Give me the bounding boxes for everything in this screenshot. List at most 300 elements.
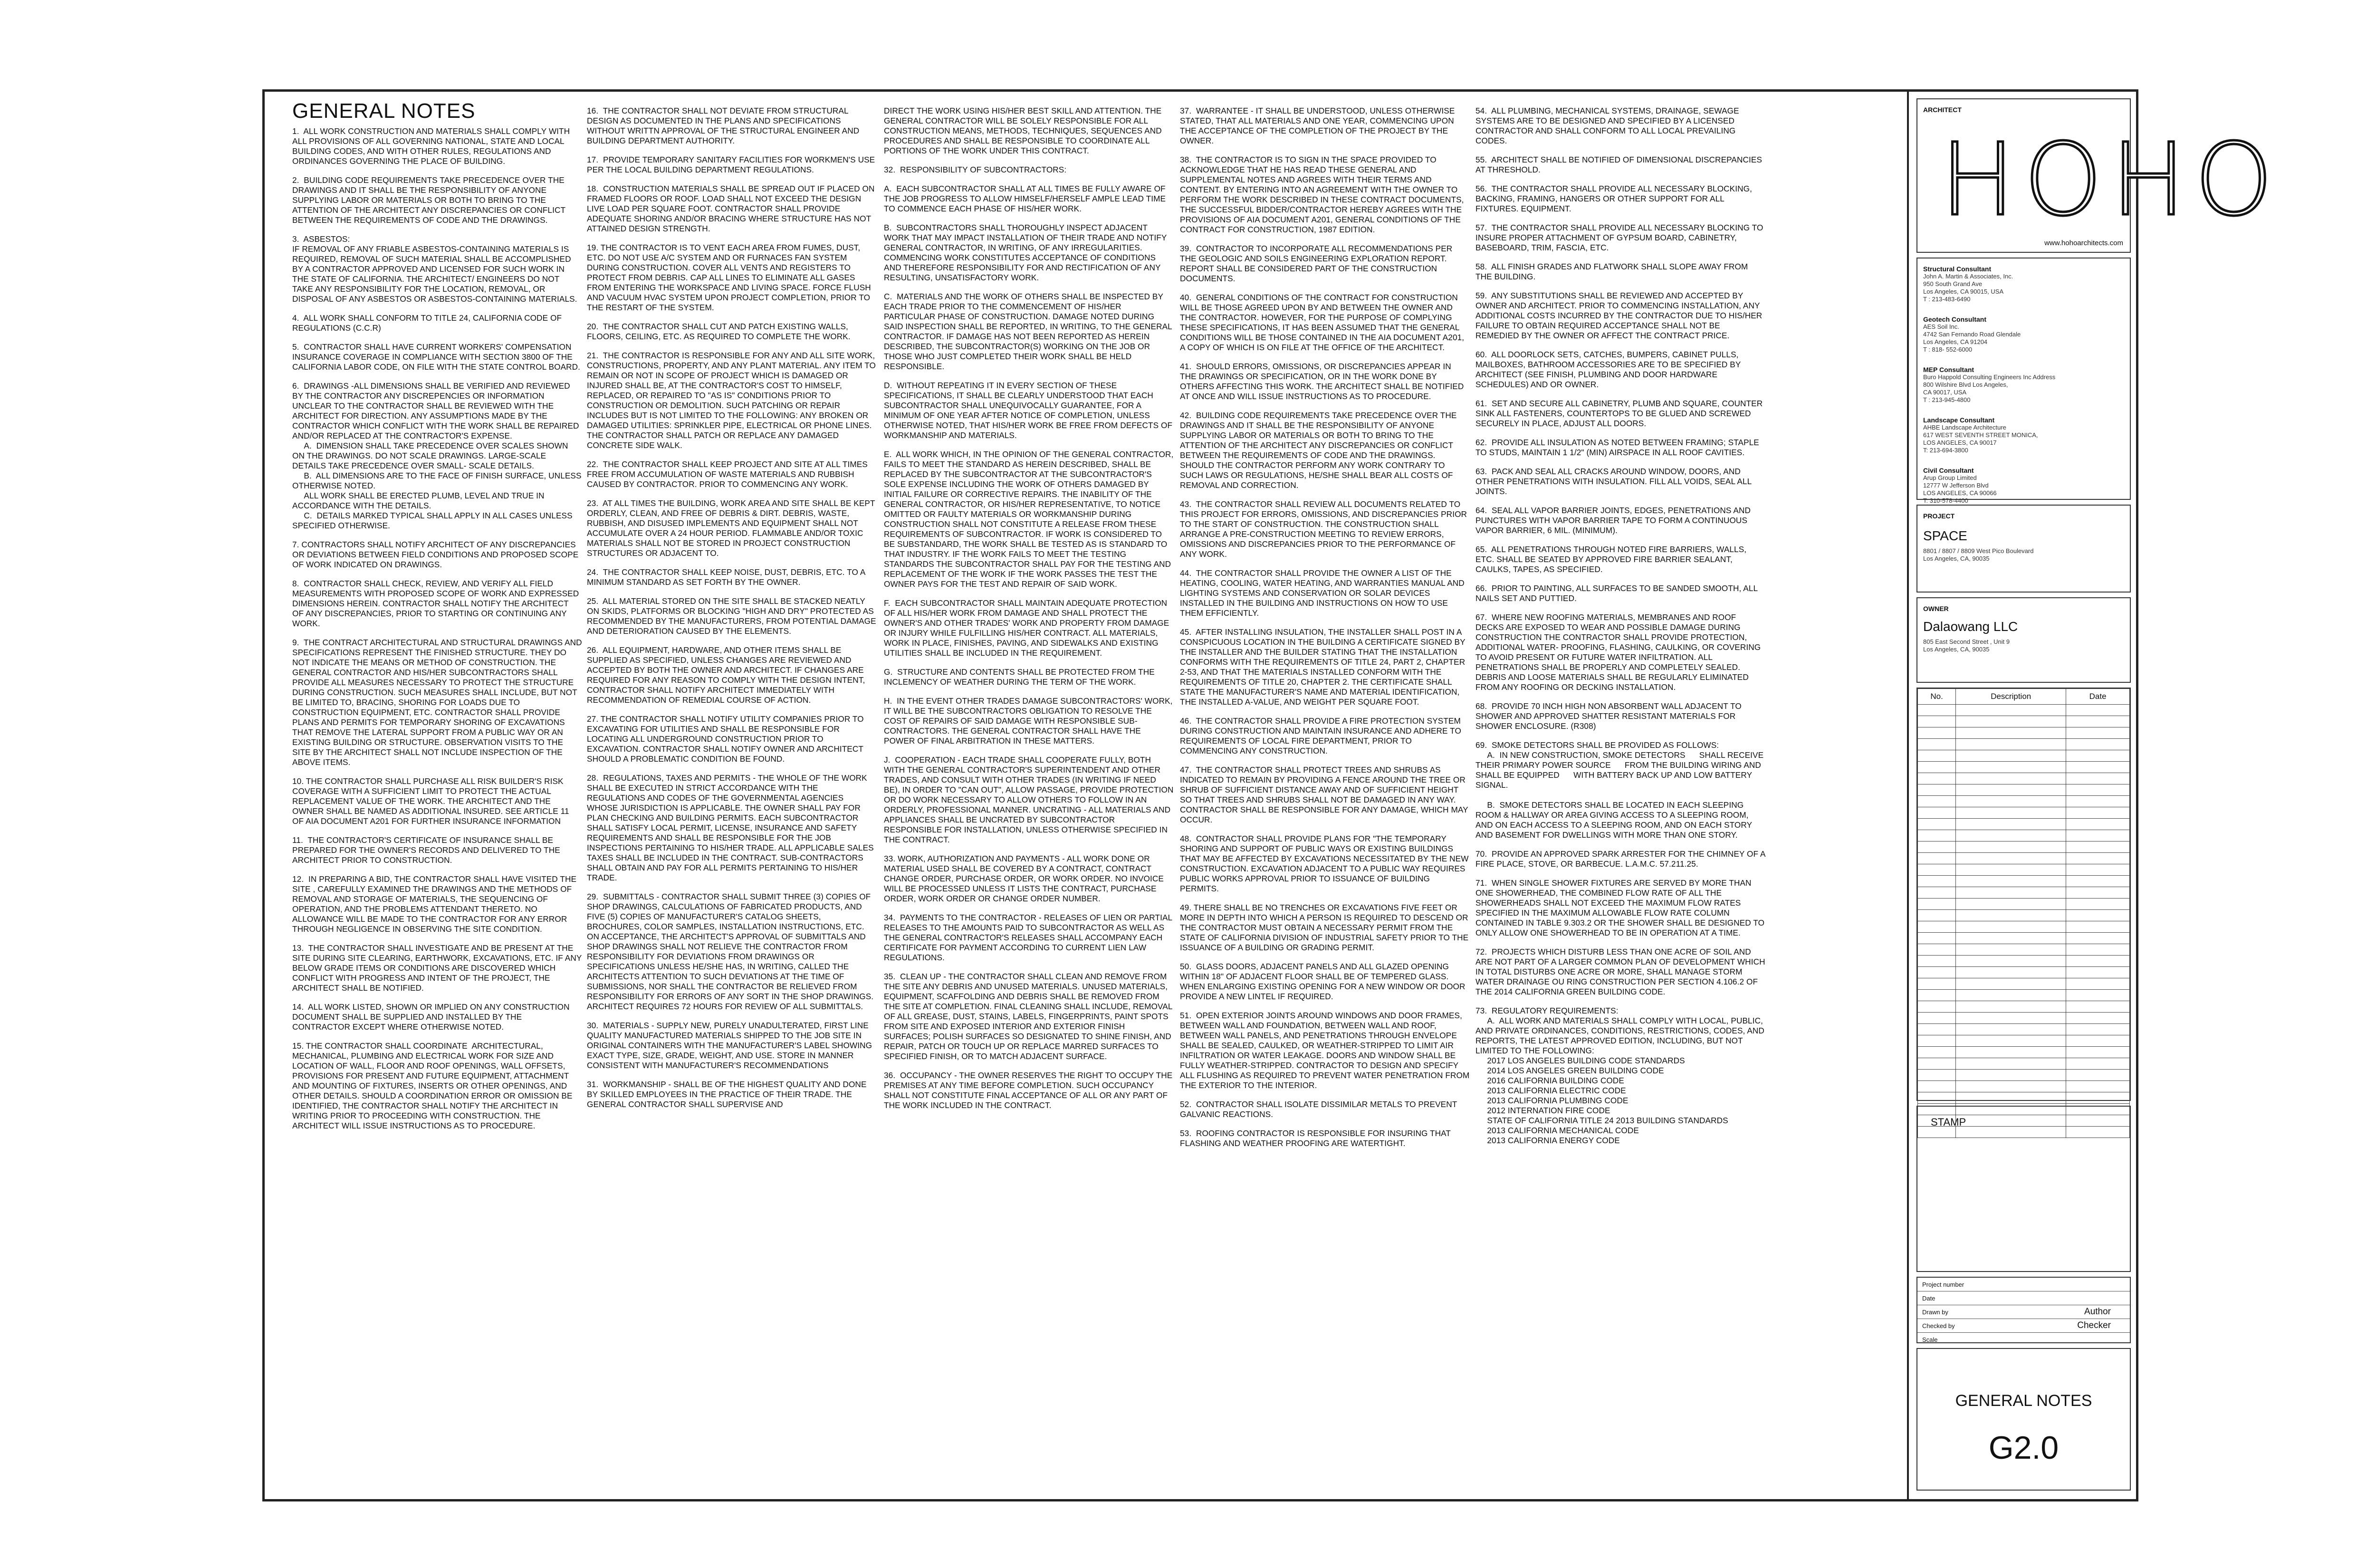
- consultant-entry: [1923, 366, 2124, 404]
- note-paragraph: 51. OPEN EXTERIOR JOINTS AROUND WINDOWS AND DOOR FRAMES, BETWEEN WALL AND FOUNDATION, BETWEEN WALL AND ROOF, BETWEEN WALL PANELS, AND PENETRATIONS THROUGH ENVELOPE SHALL BE SEALED, CAULKED, OR WEATHER-STRIPPED TO LIMIT AIR INFILTRATION OR WATER LEAKAGE. DOORS AND WINDOW SHALL BE FULLY WEATHER-STRIPPED. CONTRACTOR TO DESIGN AND SPECIFY ALL FLUSHING AS REQUIRED TO PREVENT WATER PENETRATION FROM THE EXTERIOR TO THE INTERIOR.: [1180, 1011, 1472, 1090]
- owner-panel: [1916, 597, 2131, 683]
- revision-row: [1918, 819, 2130, 830]
- sheet-id-panel: [1916, 1348, 2131, 1491]
- note-paragraph: 67. WHERE NEW ROOFING MATERIALS, MEMBRANES AND ROOF DECKS ARE EXPOSED TO WEAR AND POSSIBLE DAMAGE DURING CONSTRUCTION THE CONTRACTOR SHALL PROVIDE PROTECTION, ADDITIONAL WATER- PROOFING, FLASHING, CAULKING, OR COVERING TO AVOID PRESENT OR FUTURE WATER INFILTRATION. ALL PENETRATIONS SHALL BE PROPERLY AND COMPLETELY SEALED. DEBRIS AND LOOSE MATERIALS SHALL BE REGULARLY ELIMINATED FROM ANY ROOFING OR DECKING INSTALLATION.: [1475, 612, 1763, 692]
- consultant-entry: [1923, 265, 2124, 303]
- revision-cell: [2066, 1024, 2130, 1035]
- revision-cell: [1956, 807, 2066, 819]
- revision-row: [1918, 853, 2130, 864]
- date-label: Date: [1922, 1295, 1935, 1302]
- revision-cell: [1956, 956, 2066, 967]
- revision-row: [1918, 1081, 2130, 1092]
- note-paragraph: A. EACH SUBCONTRACTOR SHALL AT ALL TIMES BE FULLY AWARE OF THE JOB PROGRESS TO ALLOW HIMSELF/HERSELF AMPLE LEAD TIME TO COMMENCE EACH PHASE OF HIS/HER WORK.: [884, 184, 1168, 213]
- revision-cell: [2066, 1058, 2130, 1070]
- revision-row: [1918, 716, 2130, 727]
- revision-cell: [1956, 944, 2066, 956]
- note-paragraph: 69. SMOKE DETECTORS SHALL BE PROVIDED AS FOLLOWS: A. IN NEW CONSTRUCTION, SMOKE DETECTORS SHALL RECEIVE THEIR PRIMARY POWER SOURCE FROM THE BUILDING WIRING AND SHALL BE EQUIPPED WITH BATTERY BACK UP AND LOW BATTERY SIGNAL. B. SMOKE DETECTORS SHALL BE LOCATED IN EACH SLEEPING ROOM & HALLWAY OR AREA GIVING ACCESS TO A SLEEPING ROOM, AND ON EACH ACCESS TO A SLEEPING ROOM, AND ON EACH STORY AND BASEMENT FOR DWELLINGS WITH MORE THAN ONE STORY.: [1475, 740, 1764, 840]
- revision-cell: [1918, 967, 1956, 978]
- project-address-line1: 8801 / 8807 / 8809 West Pico Boulevard: [1923, 547, 2034, 555]
- note-paragraph: 26. ALL EQUIPMENT, HARDWARE, AND OTHER ITEMS SHALL BE SUPPLIED AS SPECIFIED, UNLESS CHANGES ARE REVIEWED AND ACCEPTED BY BOTH THE OWNER AND ARCHITECT. IF CHANGES ARE REQUIRED FOR ANY REASON TO COMPLY WITH THE DESIGN INTENT, CONTRACTOR SHALL NOTIFY ARCHITECT IMMEDIATELY WITH RECOMMENDATION OF REMEDIAL COURSE OF ACTION.: [587, 645, 868, 705]
- revision-cell: [1956, 1047, 2066, 1058]
- revision-cell: [2066, 921, 2130, 933]
- note-paragraph: 32. RESPONSIBILITY OF SUBCONTRACTORS:: [884, 165, 1067, 174]
- revision-cell: [2066, 819, 2130, 830]
- consultant-name: Arup Group Limited: [1923, 474, 1977, 481]
- revision-cell: [1918, 705, 1956, 716]
- revision-cell: [1956, 830, 2066, 841]
- revision-cell: [1918, 876, 1956, 887]
- consultant-entry: [1923, 416, 2124, 454]
- architect-panel: [1916, 98, 2282, 253]
- consultants-panel: [1916, 258, 2131, 504]
- drawn-by-label: Drawn by: [1922, 1309, 1948, 1316]
- sheet-number: G2.0: [1988, 1430, 2059, 1466]
- consultant-addr2: LOS ANGELES, CA 90017: [1923, 439, 1997, 446]
- revision-row: [1918, 750, 2130, 762]
- note-paragraph: 65. ALL PENETRATIONS THROUGH NOTED FIRE BARRIERS, WALLS, ETC. SHALL BE SEATED BY APPROVED FIRE BARRIER SEALANT, CAULKS, TAPES, AS SPECIFIED.: [1475, 545, 1749, 574]
- note-paragraph: 3. ASBESTOS: IF REMOVAL OF ANY FRIABLE ASBESTOS-CONTAINING MATERIALS IS REQUIRED, REMOVAL OF SUCH MATERIAL SHALL BE ACCOMPLISHED BY A CONTRACTOR APPROVED AND LICENSED FOR SUCH WORK IN THE STATE OF CALIFORNIA. THE ARCHITECT/ ENGINEERS DO NOT TAKE ANY RESPONSIBILITY FOR THE LOCATION, REMOVAL, OR DISPOSAL OF ANY ASBESTOS OR ASBESTOS-CONTAINING MATERIALS.: [292, 234, 577, 304]
- owner-name: Dalaowang LLC: [1923, 619, 2018, 634]
- notes-column-5: [1475, 106, 1768, 1155]
- revision-row: [1918, 933, 2130, 944]
- revision-cell: [1918, 921, 1956, 933]
- note-paragraph: 30. MATERIALS - SUPPLY NEW, PURELY UNADULTERATED, FIRST LINE QUALITY MANUFACTURED MATERIALS SHIPPED TO THE JOB SITE IN ORIGINAL CONTAINERS WITH THE MANUFACTURER'S LABEL SHOWING EXACT TYPE, SIZE, GRADE, WEIGHT, AND USE. STORE IN MANNER CONSISTENT WITH MANUFACTURER'S RECOMMENDATIONS: [587, 1021, 874, 1070]
- revision-cell: [1956, 1081, 2066, 1092]
- revision-cell: [1918, 1024, 1956, 1035]
- note-paragraph: 60. ALL DOORLOCK SETS, CATCHES, BUMPERS, CABINET PULLS, MAILBOXES, BATHROOM ACCESSORIES ARE TO BE SPECIFIED BY ARCHITECT (SEE FINISH, PLUMBING AND DOOR HARDWARE SCHEDULES) AND OR OWNER.: [1475, 350, 1743, 389]
- note-paragraph: 31. WORKMANSHIP - SHALL BE OF THE HIGHEST QUALITY AND DONE BY SKILLED EMPLOYEES IN THE PRACTICE OF THEIR TRADE. THE GENERAL CONTRACTOR SHALL SUPERVISE AND: [587, 1080, 869, 1109]
- revision-row: [1918, 773, 2130, 784]
- revision-cell: [2066, 750, 2130, 762]
- consultant-role: Geotech Consultant: [1923, 316, 1987, 323]
- consultant-name: John A. Martin & Associates, Inc.: [1923, 273, 2013, 280]
- architect-logo: [1940, 122, 2282, 238]
- notes-column-1: [292, 99, 584, 1140]
- revision-cell: [2066, 727, 2130, 739]
- consultant-addr1: 617 WEST SEVENTH STREET MONICA,: [1923, 431, 2038, 439]
- note-paragraph: 16. THE CONTRACTOR SHALL NOT DEVIATE FROM STRUCTURAL DESIGN AS DOCUMENTED IN THE PLANS AND SPECIFICATIONS WITHOUT WRITTN APPROVAL OF THE STRUCTURAL ENGINEER AND BUILDING DEPARTMENT AUTHORITY.: [587, 106, 862, 145]
- consultant-name: Buro Happold Consulting Engineers Inc Address: [1923, 373, 2056, 381]
- revisions-table-panel: [1916, 688, 2131, 1101]
- note-paragraph: 47. THE CONTRACTOR SHALL PROTECT TREES AND SHRUBS AS INDICATED TO REMAIN BY PROVIDING A FENCE AROUND THE TREE OR SHRUB OF SUFFICIENT DISTANCE AWAY AND OF SUFFICIENT HEIGHT SO THAT TREES AND SHRUBS SHALL NOT BE DAMAGED IN ANY WAY. CONTRACTOR SHALL BE RESPONSIBLE FOR ANY DAMAGE, WHICH MAY OCCUR.: [1180, 765, 1471, 824]
- revision-cell: [2066, 853, 2130, 864]
- project-address-line2: Los Angeles, CA, 90035: [1923, 555, 1990, 562]
- notes-column-4: [1180, 106, 1470, 1157]
- note-paragraph: 10. THE CONTRACTOR SHALL PURCHASE ALL RISK BUILDER'S RISK COVERAGE WITH A SUFFICIENT LIMIT TO PROTECT THE ACTUAL REPLACEMENT VALUE OF THE WORK. THE ARCHITECT AND THE OWNER SHALL BE NAMED AS ADDITIONAL INSURED. SEE ARTICLE 11 OF AIA DOCUMENT A201 FOR FURTHER INSURANCE INFORMATION: [292, 776, 572, 826]
- revision-cell: [1918, 1013, 1956, 1024]
- consultant-phone: T : 213-483-6490: [1923, 296, 1971, 303]
- revision-cell: [1956, 784, 2066, 796]
- revision-row: [1918, 1024, 2130, 1035]
- note-paragraph: 24. THE CONTRACTOR SHALL KEEP NOISE, DUST, DEBRIS, ETC. TO A MINIMUM STANDARD AS SET FORTH BY THE OWNER.: [587, 567, 868, 587]
- revision-cell: [1956, 739, 2066, 750]
- revision-cell: [1956, 899, 2066, 910]
- revision-cell: [2066, 796, 2130, 807]
- note-paragraph: 56. THE CONTRACTOR SHALL PROVIDE ALL NECESSARY BLOCKING, BACKING, FRAMING, HANGERS OR OTHER SUPPORT FOR ALL FIXTURES. EQUIPMENT.: [1475, 184, 1754, 213]
- sheet-info-panel: [1916, 1277, 2131, 1343]
- note-paragraph: 9. THE CONTRACT ARCHITECTURAL AND STRUCTURAL DRAWINGS AND SPECIFICATIONS REPRESENT THE FINISHED STRUCTURE. THEY DO NOT INDICATE THE MEANS OR METHOD OF CONSTRUCTION. THE GENERAL CONTRACTOR AND HIS/HER SUBCONTRACTORS SHALL PROVIDE ALL MEASURES NECESSARY TO PROTECT THE STRUCTURE DURING CONSTRUCTION. SUCH MEASURES SHALL INCLUDE, BUT NOT BE LIMITED TO, BRACING, SHORING FOR LOADS DUE TO CONSTRUCTION EQUIPMENT, ETC. CONTRACTOR SHALL PROVIDE PLANS AND PERMITS FOR TEMPORARY SHORING OF EXCAVATIONS THAT REMOVE THE LATERAL SUPPORT FROM A PUBLIC WAY OR AN EXISTING BUILDING OR STRUCTURE. OBSERVATION VISITS TO THE SITE BY THE ARCHITECT SHALL NOT INCLUDE INSPECTION OF THE ABOVE ITEMS.: [292, 638, 584, 767]
- revision-cell: [1918, 978, 1956, 990]
- consultant-addr1: 800 Wilshire Blvd Los Angeles,: [1923, 381, 2008, 388]
- revision-cell: [1956, 1024, 2066, 1035]
- revision-cell: [1918, 784, 1956, 796]
- revision-cell: [2066, 807, 2130, 819]
- revision-cell: [2066, 841, 2130, 853]
- note-paragraph: 13. THE CONTRACTOR SHALL INVESTIGATE AND BE PRESENT AT THE SITE DURING SITE CLEARING, EARTHWORK, EXCAVATIONS, ETC. IF ANY BELOW GRADE ITEMS OR CONDITIONS ARE DISCOVERED WHICH CONFLICT WITH PROGRESS AND INTENT OF THE PROJECT, THE ARCHITECT SHALL BE NOTIFIED.: [292, 943, 584, 993]
- revisions-header-no: No.: [1918, 689, 1956, 705]
- revision-row: [1918, 1013, 2130, 1024]
- note-paragraph: 38. THE CONTRACTOR IS TO SIGN IN THE SPACE PROVIDED TO ACKNOWLEDGE THAT HE HAS READ THESE GENERAL AND SUPPLEMENTAL NOTES AND AGREES WITH THEIR TERMS AND CONTENT. BY ENTERING INTO AN AGREEMENT WITH THE OWNER TO PERFORM THE WORK DESCRIBED IN THESE CONTRACT DOCUMENTS, THE SUCCESSFUL BIDDER/CONTRACTOR HEREBY AGREES WITH THE PROVISIONS OF AIA DOCUMENT A201, GENERAL CONDITIONS OF THE CONTRACT FOR CONSTRUCTION, 1987 EDITION.: [1180, 155, 1466, 234]
- owner-address-line1: 805 East Second Street , Unit 9: [1923, 638, 2010, 645]
- note-paragraph: 54. ALL PLUMBING, MECHANICAL SYSTEMS, DRAINAGE, SEWAGE SYSTEMS ARE TO BE DESIGNED AND SPECIFIED BY A LICENSED CONTRACTOR AND SHALL CONFORM TO ALL LOCAL PREVAILING CODES.: [1475, 106, 1742, 145]
- architect-label: ARCHITECT: [1923, 106, 1962, 114]
- revision-row: [1918, 1047, 2130, 1058]
- checked-by-row: [1917, 1319, 2130, 1333]
- note-paragraph: 70. PROVIDE AN APPROVED SPARK ARRESTER FOR THE CHIMNEY OF A FIRE PLACE, STOVE, OR BARBECUE. L.A.M.C. 57.211.25.: [1475, 849, 1768, 869]
- revision-cell: [2066, 739, 2130, 750]
- note-paragraph: 14. ALL WORK LISTED, SHOWN OR IMPLIED ON ANY CONSTRUCTION DOCUMENT SHALL BE SUPPLIED AND INSTALLED BY THE CONTRACTOR EXCEPT WHERE OTHERWISE NOTED.: [292, 1002, 572, 1032]
- architect-website: www.hohoarchitects.com: [2044, 239, 2123, 247]
- note-paragraph: 34. PAYMENTS TO THE CONTRACTOR - RELEASES OF LIEN OR PARTIAL RELEASES TO THE AMOUNTS PAID TO SUBCONTRACTOR AS WELL AS THE GENERAL CONTRACTOR'S RELEASES SHALL ACCOMPANY EACH CERTIFICATE FOR PAYMENT ACCORDING TO CURRENT LIEN LAW REGULATIONS.: [884, 913, 1175, 962]
- revision-cell: [1918, 864, 1956, 876]
- note-paragraph: 21. THE CONTRACTOR IS RESPONSIBLE FOR ANY AND ALL SITE WORK, CONSTRUCTIONS, PROPERTY, AND ANY PLANT MATERIAL. ANY ITEM TO REMAIN OR NOT IN SCOPE OF PROJECT WHICH IS DAMAGED OR INJURED SHALL BE, AT THE CONTRACTOR'S COST TO HIMSELF, REPLACED, OR REPAIRED TO "AS IS" CONDITIONS PRIOR TO CONSTRUCTION OR DEMOLITION. SUCH PATCHING OR REPAIR INCLUDES BUT IS NOT LIMITED TO THE FOLLOWING: ANY BROKEN OR DAMAGED UTILITIES: SPRINKLER PIPE, ELECTRICAL OR PHONE LINES. THE CONTRACTOR SHALL PATCH OR REPLACE ANY DAMAGED CONCRETE SIDE WALK.: [587, 351, 878, 450]
- note-paragraph: 55. ARCHITECT SHALL BE NOTIFIED OF DIMENSIONAL DISCREPANCIES AT THRESHOLD.: [1475, 155, 1764, 174]
- consultant-phone: T : 818- 552-6000: [1923, 346, 1973, 353]
- revision-cell: [1918, 1092, 1956, 1104]
- revision-cell: [1956, 1035, 2066, 1047]
- note-paragraph: 42. BUILDING CODE REQUIREMENTS TAKE PRECEDENCE OVER THE DRAWINGS AND IT SHALL BE THE RESPONSIBILITY OF ANYONE SUPPLYING LABOR OR MATERIALS OR BOTH TO BRING TO THE ATTENTION OF THE ARCHITECT ANY DISCREPANCIES OR CONFLICT BETWEEN THE REQUIREMENTS OF CODE AND THE DRAWINGS. SHOULD THE CONTRACTOR PERFORM ANY WORK CONTRARY TO SUCH LAWS OR REGULATIONS, HE/SHE SHALL BEAR ALL COSTS OF REMOVAL AND CORRECTION.: [1180, 411, 1459, 490]
- revision-cell: [1956, 841, 2066, 853]
- drawn-by-value: Author: [2084, 1307, 2111, 1317]
- note-paragraph: 37. WARRANTEE - IT SHALL BE UNDERSTOOD, UNLESS OTHERWISE STATED, THAT ALL MATERIALS AND ONE YEAR, COMMENCING UPON THE ACCEPTANCE OF THE COMPLETION OF THE PROJECT BY THE OWNER.: [1180, 106, 1457, 145]
- revision-row: [1918, 990, 2130, 1001]
- drawing-sheet: [262, 89, 2282, 1501]
- consultant-addr2: CA 90017, USA: [1923, 389, 1967, 396]
- note-paragraph: 71. WHEN SINGLE SHOWER FIXTURES ARE SERVED BY MORE THAN ONE SHOWERHEAD, THE COMBINED FLOW RATE OF ALL THE SHOWERHEADS SHALL NOT EXCEED THE MAXIMUM FLOW RATES SPECIFIED IN THE MAXIMUM ALLOWABLE FLOW RATE COLUMN CONTAINED IN TABLE 9.303.2 OR THE SHOWER SHALL BE DESIGNED TO ONLY ALLOW ONE SHOWERHEAD TO BE IN OPERATION AT A TIME.: [1475, 878, 1767, 937]
- note-paragraph: 23. AT ALL TIMES THE BUILDING, WORK AREA AND SITE SHALL BE KEPT ORDERLY, CLEAN, AND FREE OF DEBRIS & DIRT. DEBRIS, WASTE, RUBBISH, AND DISUSED IMPLEMENTS AND EQUIPMENT SHALL NOT ACCUMULATE OVER A 24 HOUR PERIOD. FLAMMABLE AND/OR TOXIC MATERIALS SHALL NOT BE STORED IN PROJECT CONSTRUCTION STRUCTURES OR ADJACENT TO.: [587, 498, 878, 558]
- note-paragraph: 7. CONTRACTORS SHALL NOTIFY ARCHITECT OF ANY DISCREPANCIES OR DEVIATIONS BETWEEN FIELD CONDITIONS AND PROPOSED SCOPE OF WORK INDICATED ON DRAWINGS.: [292, 540, 581, 569]
- revision-cell: [2066, 1013, 2130, 1024]
- stamp-label: STAMP: [1931, 1116, 1966, 1128]
- revision-cell: [1956, 1001, 2066, 1013]
- consultant-addr2: Los Angeles, CA 90015, USA: [1923, 288, 2004, 295]
- revision-cell: [2066, 1047, 2130, 1058]
- revision-cell: [1918, 773, 1956, 784]
- consultant-addr1: 12777 W Jefferson Blvd: [1923, 482, 1989, 489]
- owner-address-line2: Los Angeles, CA, 90035: [1923, 646, 1990, 653]
- revision-cell: [1956, 1070, 2066, 1081]
- revision-cell: [2066, 899, 2130, 910]
- revision-cell: [1918, 990, 1956, 1001]
- revision-row: [1918, 807, 2130, 819]
- note-paragraph: 18. CONSTRUCTION MATERIALS SHALL BE SPREAD OUT IF PLACED ON FRAMED FLOORS OR ROOF. LOAD SHALL NOT EXCEED THE DESIGN LIVE LOAD PER SQUARE FOOT. CONTRACTOR SHALL PROVIDE ADEQUATE SHORING AND/OR BRACING WHERE STRUCTURE HAS NOT ATTAINED DESIGN STRENGTH.: [587, 184, 877, 233]
- note-paragraph: 25. ALL MATERIAL STORED ON THE SITE SHALL BE STACKED NEATLY ON SKIDS, PLATFORMS OR BLOCKING "HIGH AND DRY" PROTECTED AS RECOMMENDED BY THE MANUFACTURERS, FROM POTENTIAL DAMAGE AND DETERIORATION CAUSED BY THE ELEMENTS.: [587, 596, 878, 636]
- consultant-role: MEP Consultant: [1923, 366, 1974, 373]
- note-paragraph: 53. ROOFING CONTRACTOR IS RESPONSIBLE FOR INSURING THAT FLASHING AND WEATHER PROOFING ARE WATERTIGHT.: [1180, 1128, 1453, 1148]
- note-paragraph: G. STRUCTURE AND CONTENTS SHALL BE PROTECTED FROM THE INCLEMENCY OF WEATHER DURING THE TERM OF THE WORK.: [884, 667, 1157, 687]
- revision-cell: [1956, 796, 2066, 807]
- note-paragraph: 6. DRAWINGS -ALL DIMENSIONS SHALL BE VERIFIED AND REVIEWED BY THE CONTRACTOR ANY DISCREPENCIES OR INFORMATION UNCLEAR TO THE CONTRACTOR SHALL BE REVIEWED WITH THE ARCHITECT FOR DIRECTION. ANY ASSUMPTIONS MADE BY THE CONTRACTOR WHICH CONFLICT WITH THE WORK SHALL BE REPAIRED AND/OR REPLACED AT THE CONTRACTOR'S EXPENSE. A. DIMENSION SHALL TAKE PRECEDENCE OVER SCALES SHOWN ON THE DRAWINGS. DO NOT SCALE DRAWINGS. LARGE-SCALE DETAILS TAKE PRECEDENCE OVER SMALL- SCALE DETAILS. B. ALL DIMENSIONS ARE TO THE FACE OF FINISH SURFACE, UNLESS OTHERWISE NOTED. ALL WORK SHALL BE ERECTED PLUMB, LEVEL AND TRUE IN ACCORDANCE WITH THE DETAILS. C. DETAILS MARKED TYPICAL SHALL APPLY IN ALL CASES UNLESS SPECIFIED OTHERWISE.: [292, 381, 582, 530]
- consultant-phone: T: 310-578-4400: [1923, 497, 1968, 504]
- revision-cell: [2066, 967, 2130, 978]
- revision-cell: [1956, 876, 2066, 887]
- revision-cell: [1956, 1092, 2066, 1104]
- revision-cell: [1956, 864, 2066, 876]
- note-paragraph: 22. THE CONTRACTOR SHALL KEEP PROJECT AND SITE AT ALL TIMES FREE FROM ACCUMULATION OF WASTE MATERIALS AND RUBBISH CAUSED BY CONTRACTOR. PRIOR TO COMMENCING ANY WORK.: [587, 459, 870, 489]
- revision-cell: [2066, 990, 2130, 1001]
- note-paragraph: 8. CONTRACTOR SHALL CHECK, REVIEW, AND VERIFY ALL FIELD MEASUREMENTS WITH PROPOSED SCOPE OF WORK AND EXPRESSED DIMENSIONS HEREIN. CONTRACTOR SHALL NOTIFY THE ARCHITECT OF ANY DISCREPANCIES, PRIOR TO STARTING OR CONTINUING ANY WORK.: [292, 579, 582, 628]
- revision-cell: [1918, 819, 1956, 830]
- revision-cell: [2066, 956, 2130, 967]
- checked-by-label: Checked by: [1922, 1322, 1955, 1329]
- revision-cell: [1918, 841, 1956, 853]
- note-paragraph: 39. CONTRACTOR TO INCORPORATE ALL RECOMMENDATIONS PER THE GEOLOGIC AND SOILS ENGINEERING EXPLORATION REPORT. REPORT SHALL BE CONSIDERED PART OF THE CONSTRUCTION DOCUMENTS.: [1180, 244, 1455, 283]
- note-paragraph: 43. THE CONTRACTOR SHALL REVIEW ALL DOCUMENTS RELATED TO THIS PROJECT FOR ERRORS, OMISSIONS, AND DISCREPANCIES PRIOR TO THE START OF CONSTRUCTION. THE CONSTRUCTION SHALL ARRANGE A PRE-CONSTRUCTION MEETING TO REVIEW ERRORS, OMISSIONS AND DISCREPANCIES PRIOR TO THE PERFORMANCE OF ANY WORK.: [1180, 499, 1469, 559]
- revision-row: [1918, 910, 2130, 921]
- revision-cell: [1918, 910, 1956, 921]
- revision-row: [1918, 1092, 2130, 1104]
- note-paragraph: H. IN THE EVENT OTHER TRADES DAMAGE SUBCONTRACTORS' WORK, IT WILL BE THE SUBCONTRACTORS OBLIGATION TO RESOLVE THE COST OF REPAIRS OF SAID DAMAGE WITH RESPONSIBLE SUB- CONTRACTORS. THE GENERAL CONTRACTOR SHALL HAVE THE POWER OF FINAL ARBITRATION IN THESE MATTERS.: [884, 696, 1175, 746]
- note-paragraph: D. WITHOUT REPEATING IT IN EVERY SECTION OF THESE SPECIFICATIONS, IT SHALL BE CLEARLY UNDERSTOOD THAT EACH SUBCONTRACTOR SHALL UNEQUIVOCALLY GUARANTEE, FOR A MINIMUM OF ONE YEAR AFTER NOTICE OF COMPLETION, UNLESS OTHERWISE NOTED, THAT HIS/HER WORK BE FREE FROM DEFECTS OF WORKMANSHIP AND MATERIALS.: [884, 381, 1175, 440]
- consultant-name: AHBE Landscape Architecture: [1923, 424, 2006, 431]
- checked-by-value: Checker: [2077, 1320, 2111, 1330]
- revision-cell: [1918, 1081, 1956, 1092]
- note-paragraph: 52. CONTRACTOR SHALL ISOLATE DISSIMILAR METALS TO PREVENT GALVANIC REACTIONS.: [1180, 1100, 1459, 1119]
- note-paragraph: 28. REGULATIONS, TAXES AND PERMITS - THE WHOLE OF THE WORK SHALL BE EXECUTED IN STRICT ACCORDANCE WITH THE REGULATIONS AND CODES OF THE GOVERNMENTAL AGENCIES WHOSE JURISDICTION IS APPLICABLE. THE OWNER SHALL PAY FOR PLAN CHECKING AND BUILDING PERMITS. EACH SUBCONTRACTOR SHALL SATISFY LOCAL PERMIT, LICENSE, INSURANCE AND SAFETY REQUIREMENTS AND SHALL BE RESPONSIBLE FOR THE JOB INSPECTIONS PERTAINING TO HIS/HER TRADE. ALL APPLICABLE SALES TAXES SHALL BE INCLUDED IN THE CONTRACT. SUB-CONTRACTORS SHALL OBTAIN AND PAY FOR ALL PERMITS PERTAINING TO HIS/HER TRADE.: [587, 773, 876, 882]
- consultant-addr1: 4742 San Fernando Road Glendale: [1923, 331, 2021, 338]
- note-paragraph: 29. SUBMITTALS - CONTRACTOR SHALL SUBMIT THREE (3) COPIES OF SHOP DRAWINGS, CALCULATIONS OF FABRICATED PRODUCTS, AND FIVE (5) COPIES OF MANUFACTURER'S CATALOG SHEETS, BROCHURES, COLOR SAMPLES, INSTALLATION INSTRUCTIONS, ETC. ON ACCEPTANCE, THE ARCHITECT'S APPROVAL OF SUBMITTALS AND SHOP DRAWINGS SHALL NOT RELIEVE THE CONTRACTOR FROM RESPONSIBILITY FOR DEVIATIONS FROM DRAWINGS OR SPECIFICATIONS UNLESS HE/SHE HAS, IN WRITING, CALLED THE ARCHITECTS ATTENTION TO SUCH DEVIATIONS AT THE TIME OF SUBMISSIONS, NOR SHALL THE CONTRACTOR BE RELIEVED FROM RESPONSIBILITY FOR ERRORS OF ANY SORT IN THE SHOP DRAWINGS. ARCHITECT REQUIRES 72 HOURS FOR REVIEW OF ALL SUBMITTALS.: [587, 892, 876, 1011]
- revision-cell: [2066, 1081, 2130, 1092]
- note-paragraph: 73. REGULATORY REQUIREMENTS: A. ALL WORK AND MATERIALS SHALL COMPLY WITH LOCAL, PUBLIC, AND PRIVATE ORDINANCES, CONDITIONS, RESTRICTIONS, CODES, AND REPORTS, THE LATEST APPROVED EDITION, INCLUDING, BUT NOT LIMITED TO THE FOLLOWING: 2017 LOS ANGELES BUILDING CODE STANDARDS 2014 LOS ANGELES GREEN BUILDING CODE 2016 CALIFORNIA BUILDING CODE 2013 CALIFORNIA ELECTRIC CODE 2013 CALIFORNIA PLUMBING CODE 2012 INTERNATION FIRE CODE STATE OF CALIFORNIA TITLE 24 2013 BUILDING STANDARDS 2013 CALIFORNIA MECHANICAL CODE 2013 CALIFORNIA ENERGY CODE: [1475, 1006, 1764, 1145]
- revisions-header-date: Date: [2066, 689, 2130, 705]
- revision-cell: [1918, 796, 1956, 807]
- project-panel: [1916, 505, 2131, 593]
- revision-cell: [1918, 944, 1956, 956]
- revision-row: [1918, 762, 2130, 773]
- note-paragraph: 5. CONTRACTOR SHALL HAVE CURRENT WORKERS' COMPENSATION INSURANCE COVERAGE IN COMPLIANCE WITH SECTION 3800 OF THE CALIFORNIA LABOR CODE, ON FILE WITH THE STATE CONTROL BOARD.: [292, 342, 581, 372]
- note-paragraph: 59. ANY SUBSTITUTIONS SHALL BE REVIEWED AND ACCEPTED BY OWNER AND ARCHITECT. PRIOR TO COMMENCING INSTALLATION, ANY ADDITIONAL COSTS INCURRED BY THE CONTRACTOR DUE TO HIS/HER FAILURE TO OBTAIN REQUIRED ACCEPTANCE SHALL NOT BE REMEDIED BY THE OWNER OR AFFECT THE CONTRACT PRICE.: [1475, 291, 1765, 340]
- revision-cell: [1956, 978, 2066, 990]
- revision-cell: [2066, 933, 2130, 944]
- revision-cell: [1918, 1070, 1956, 1081]
- revision-row: [1918, 841, 2130, 853]
- revision-cell: [2066, 784, 2130, 796]
- revision-cell: [1918, 830, 1956, 841]
- revision-cell: [1956, 1058, 2066, 1070]
- revision-cell: [1918, 716, 1956, 727]
- note-paragraph: 62. PROVIDE ALL INSULATION AS NOTED BETWEEN FRAMING; STAPLE TO STUDS, MAINTAIN 1 1/2" (MIN) AIRSPACE IN ALL ROOF CAVITIES.: [1475, 438, 1762, 457]
- revision-cell: [1956, 773, 2066, 784]
- revisions-table: [1917, 688, 2130, 1138]
- note-paragraph: DIRECT THE WORK USING HIS/HER BEST SKILL AND ATTENTION. THE GENERAL CONTRACTOR WILL BE SOLELY RESPONSIBLE FOR ALL CONSTRUCTION MEANS, METHODS, TECHNIQUES, SEQUENCES AND PROCEDURES AND SHALL BE RESPONSIBLE TO COORDINATE ALL PORTIONS OF THE WORK UNDER THIS CONTRACT.: [884, 106, 1164, 155]
- project-label: PROJECT: [1923, 512, 1955, 520]
- revision-cell: [1956, 716, 2066, 727]
- revisions-body: [1918, 705, 2130, 1138]
- revision-cell: [2066, 876, 2130, 887]
- revision-cell: [2066, 978, 2130, 990]
- revisions-header-row: [1918, 689, 2130, 705]
- note-paragraph: 68. PROVIDE 70 INCH HIGH NON ABSORBENT WALL ADJACENT TO SHOWER AND APPROVED SHATTER RESISTANT MATERIALS FOR SHOWER ENCLOSURE. (R308): [1475, 701, 1744, 731]
- revision-cell: [1918, 762, 1956, 773]
- note-paragraph: 48. CONTRACTOR SHALL PROVIDE PLANS FOR "THE TEMPORARY SHORING AND SUPPORT OF PUBLIC WAYS OR EXISTING BUILDINGS THAT MAY BE AFFECTED BY EXCAVATIONS NECESSITATED BY THE NEW CONSTRUCTION. EXCAVATION ADJACENT TO A PUBLIC WAY REQUIRES PUBLIC WORKS APPROVAL PRIOR TO ISSUANCE OF BUILDING PERMITS.: [1180, 834, 1471, 893]
- note-paragraph: 4. ALL WORK SHALL CONFORM TO TITLE 24, CALIFORNIA CODE OF REGULATIONS (C.C.R): [292, 313, 564, 333]
- note-paragraph: 72. PROJECTS WHICH DISTURB LESS THAN ONE ACRE OF SOIL AND ARE NOT PART OF A LARGER COMMON PLAN OF DEVELOPMENT WHICH IN TOTAL DISTURBS ONE ACRE OR MORE, SHALL MANAGE STORM WATER DRAINAGE OU RING CONSTRUCTION PER SECTION 4.106.2 OF THE 2014 CALIFORNIA GREEN BUILDING CODE.: [1475, 947, 1768, 996]
- note-paragraph: F. EACH SUBCONTRACTOR SHALL MAINTAIN ADEQUATE PROTECTION OF ALL HIS/HER WORK FROM DAMAGE AND SHALL PROTECT THE OWNER'S AND OTHER TRADES' WORK AND PROPERTY FROM DAMAGE OR INJURY WHILE FULFILLING HIS/HER CONTRACT. ALL MATERIALS, WORK IN PLACE, FINISHES, PAVING, AND SIDEWALKS AND EXISTING UTILITIES SHALL BE INCLUDED IN THE REQUIREMENT.: [884, 598, 1172, 658]
- revision-cell: [1956, 727, 2066, 739]
- revision-cell: [1918, 1035, 1956, 1047]
- revision-cell: [1956, 921, 2066, 933]
- revision-cell: [2066, 762, 2130, 773]
- notes-column-2: [587, 106, 877, 1119]
- note-paragraph: 2. BUILDING CODE REQUIREMENTS TAKE PRECEDENCE OVER THE DRAWINGS AND IT SHALL BE THE RESPONSIBILITY OF ANYONE SUPPLYING LABOR OR MATERIALS OR BOTH TO BRING TO THE ATTENTION OF THE ARCHITECT ANY DISCREPANCIES OR CONFLICT BETWEEN THE REQUIREMENTS OF CODE AND THE DRAWINGS.: [292, 175, 568, 225]
- consultant-name: AES Soil Inc.: [1923, 323, 1959, 330]
- project-number-label: Project number: [1922, 1281, 1964, 1288]
- revision-cell: [1918, 956, 1956, 967]
- revision-cell: [1956, 933, 2066, 944]
- consultant-entry: [1923, 467, 2124, 505]
- revision-cell: [2066, 830, 2130, 841]
- note-paragraph: 20. THE CONTRACTOR SHALL CUT AND PATCH EXISTING WALLS, FLOORS, CEILING, ETC. AS REQUIRED TO COMPLETE THE WORK.: [587, 322, 851, 341]
- consultant-addr2: LOS ANGELES, CA 90066: [1923, 489, 1997, 497]
- revision-row: [1918, 887, 2130, 899]
- revision-row: [1918, 796, 2130, 807]
- revision-row: [1918, 1070, 2130, 1081]
- note-paragraph: 66. PRIOR TO PAINTING, ALL SURFACES TO BE SANDED SMOOTH, ALL NAILS SET AND PUTTIED.: [1475, 583, 1760, 603]
- revision-row: [1918, 978, 2130, 990]
- revision-cell: [1918, 933, 1956, 944]
- note-paragraph: 64. SEAL ALL VAPOR BARRIER JOINTS, EDGES, PENETRATIONS AND PUNCTURES WITH VAPOR BARRIER TAPE TO FORM A CONTINUOUS VAPOR BARRIER, 6 MIL. (MINIMUM).: [1475, 506, 1753, 535]
- revision-cell: [1956, 762, 2066, 773]
- revision-cell: [1918, 1047, 1956, 1058]
- revision-cell: [1956, 819, 2066, 830]
- revision-cell: [1918, 853, 1956, 864]
- revision-cell: [2066, 1092, 2130, 1104]
- revision-row: [1918, 1001, 2130, 1013]
- note-paragraph: J. COOPERATION - EACH TRADE SHALL COOPERATE FULLY, BOTH WITH THE GENERAL CONTRACTOR'S SUPERINTENDENT AND OTHER TRADES, AND CONSULT WITH OTHER TRADES (IN WRITING IF NEED BE), IN ORDER TO "CAN OUT", ALLOW PASSAGE, PROVIDE PROTECTION OR DO WORK NECESSARY TO ALLOW OTHERS TO FOLLOW IN AN ORDERLY, PROFESSIONAL MANNER. UNCRATING - ALL MATERIALS AND APPLIANCES SHALL BE UNCRATED BY SUBCONTRACTOR RESPONSIBLE FOR INSTALLATION, UNLESS OTHERWISE SPECIFIED IN THE CONTRACT.: [884, 755, 1176, 844]
- project-name: SPACE: [1923, 528, 1967, 543]
- note-paragraph: 11. THE CONTRACTOR'S CERTIFICATE OF INSURANCE SHALL BE PREPARED FOR THE OWNER'S RECORDS AND DELIVERED TO THE ARCHITECT PRIOR TO CONSTRUCTION.: [292, 835, 562, 865]
- revision-row: [1918, 1035, 2130, 1047]
- revision-cell: [1956, 887, 2066, 899]
- stamp-panel: [1916, 1106, 2131, 1272]
- revision-cell: [1918, 807, 1956, 819]
- revision-row: [1918, 830, 2130, 841]
- consultant-role: Structural Consultant: [1923, 265, 1992, 273]
- revision-cell: [2066, 716, 2130, 727]
- consultant-role: Landscape Consultant: [1923, 416, 1995, 424]
- note-paragraph: 33. WORK, AUTHORIZATION AND PAYMENTS - ALL WORK DONE OR MATERIAL USED SHALL BE COVERED BY A CONTRACT, CONTRACT CHANGE ORDER, PURCHASE ORDER, OR WORK ORDER. NO INVOICE WILL BE PROCESSED UNLESS IT LISTS THE CONTRACT, PURCHASE ORDER, WORK ORDER OR CHANGE ORDER NUMBER.: [884, 854, 1166, 903]
- note-paragraph: 57. THE CONTRACTOR SHALL PROVIDE ALL NECESSARY BLOCKING TO INSURE PROPER ATTACHMENT OF GYPSUM BOARD, CABINETRY, BASEBOARD, TRIM, FASCIA, ETC.: [1475, 223, 1766, 252]
- note-paragraph: 36. OCCUPANCY - THE OWNER RESERVES THE RIGHT TO OCCUPY THE PREMISES AT ANY TIME BEFORE COMPLETION. SUCH OCCUPANCY SHALL NOT CONSTITUTE FINAL ACCEPTANCE OF ALL OR ANY PART OF THE WORK INCLUDED IN THE CONTRACT.: [884, 1071, 1175, 1110]
- revision-cell: [1918, 727, 1956, 739]
- note-paragraph: 27. THE CONTRACTOR SHALL NOTIFY UTILITY COMPANIES PRIOR TO EXCAVATING FOR UTILITIES AND SHALL BE RESPONSIBLE FOR LOCATING ALL UNDERGROUND CONSTRUCTION PRIOR TO EXCAVATION. CONTRACTOR SHALL NOTIFY OWNER AND ARCHITECT SHOULD A PROBLEMATIC CONDITION BE FOUND.: [587, 714, 866, 764]
- revision-row: [1918, 899, 2130, 910]
- revision-cell: [1918, 739, 1956, 750]
- revision-cell: [2066, 1070, 2130, 1081]
- revision-cell: [2066, 887, 2130, 899]
- revision-cell: [1956, 910, 2066, 921]
- revision-cell: [2066, 864, 2130, 876]
- note-paragraph: 46. THE CONTRACTOR SHALL PROVIDE A FIRE PROTECTION SYSTEM DURING CONSTRUCTION AND MAINTAIN INSURANCE AND ADHERE TO REQUIREMENTS OF LOCAL FIRE DEPARTMENT, PRIOR TO COMMENCING ANY CONSTRUCTION.: [1180, 716, 1464, 755]
- revision-row: [1918, 727, 2130, 739]
- revision-cell: [1956, 1013, 2066, 1024]
- note-paragraph: 49. THERE SHALL BE NO TRENCHES OR EXCAVATIONS FIVE FEET OR MORE IN DEPTH INTO WHICH A PERSON IS REQUIRED TO DESCEND OR THE CONTRACTOR MUST OBTAIN A NECESSARY PERMIT FROM THE STATE OF CALIFORNIA DIVISION OF INDUSTRIAL SAFETY PRIOR TO THE ISSUANCE OF A BUILDING OR GRADING PERMIT.: [1180, 903, 1471, 952]
- note-paragraph: 17. PROVIDE TEMPORARY SANITARY FACILITIES FOR WORKMEN'S USE PER THE LOCAL BUILDING DEPARTMENT REGULATIONS.: [587, 155, 878, 174]
- revision-row: [1918, 1058, 2130, 1070]
- notes-title: GENERAL NOTES: [292, 99, 476, 123]
- revision-row: [1918, 876, 2130, 887]
- revision-cell: [1956, 853, 2066, 864]
- note-paragraph: 63. PACK AND SEAL ALL CRACKS AROUND WINDOW, DOORS, AND OTHER PENETRATIONS WITH INSULATION. FILL ALL VOIDS, SEAL ALL JOINTS.: [1475, 467, 1754, 496]
- revision-row: [1918, 956, 2130, 967]
- revision-cell: [2066, 944, 2130, 956]
- note-paragraph: 41. SHOULD ERRORS, OMISSIONS, OR DISCREPANCIES APPEAR IN THE DRAWINGS OR SPECIFICATION, OR IN THE WORK DONE BY OTHERS AFFECTING THIS WORK. THE ARCHITECT SHALL BE NOTIFIED AT ONCE AND WILL ISSUE INSTRUCTIONS AS TO PROCEDURE.: [1180, 362, 1466, 401]
- consultant-addr1: 950 South Grand Ave: [1923, 280, 1983, 287]
- revision-row: [1918, 921, 2130, 933]
- note-paragraph: 50. GLASS DOORS, ADJACENT PANELS AND ALL GLAZED OPENING WITHIN 18" OF ADJACENT FLOOR SHALL BE OF TEMPERED GLASS. WHEN ENLARGING EXISTING OPENING FOR A NEW WINDOW OR DOOR PROVIDE A NEW LINTEL IF REQUIRED.: [1180, 962, 1468, 1001]
- revision-row: [1918, 739, 2130, 750]
- revision-row: [1918, 944, 2130, 956]
- revision-cell: [1918, 1001, 1956, 1013]
- revision-cell: [2066, 910, 2130, 921]
- consultant-addr2: Los Angeles, CA 91204: [1923, 338, 1988, 345]
- note-paragraph: C. MATERIALS AND THE WORK OF OTHERS SHALL BE INSPECTED BY EACH TRADE PRIOR TO THE COMMENCEMENT OF HIS/HER PARTICULAR PHASE OF CONSTRUCTION. DAMAGE NOTED DURING SAID INSPECTION SHALL BE REPORTED, IN WRITING, TO THE GENERAL CONTRACTOR. IF DAMAGE HAS NOT BEEN REPORTED AS HEREIN DESCRIBED, THE SUBCONTRACTOR(S) WORKING ON THE JOB OR THOSE WHO JUST COMPLETED THEIR WORK SHALL BE HELD RESPONSIBLE.: [884, 292, 1175, 371]
- scale-label: Scale: [1922, 1336, 1938, 1343]
- revision-cell: [1918, 750, 1956, 762]
- consultant-entry: [1923, 316, 2124, 354]
- consultant-role: Civil Consultant: [1923, 467, 1974, 474]
- note-paragraph: 1. ALL WORK CONSTRUCTION AND MATERIALS SHALL COMPLY WITH ALL PROVISIONS OF ALL GOVERNING NATIONAL, STATE AND LOCAL BUILDING CODES, AND WITH OTHER RULES, REGULATIONS AND ORDINANCES GOVERNING THE PLACE OF BUILDING.: [292, 126, 572, 166]
- revision-cell: [2066, 1035, 2130, 1047]
- note-paragraph: 45. AFTER INSTALLING INSULATION, THE INSTALLER SHALL POST IN A CONSPICUOUS LOCATION IN THE BUILDING A CERTIFICATE SIGNED BY THE INSTALLER AND THE BUILDER STATING THAT THE INSTALLATION CONFORMS WITH THE REQUIREMENTS OF TITLE 24, PART 2, CHAPTER 2-53, AND THAT THE MATERIALS INSTALLED CONFORM WITH THE REQUIREMENTS OF TITLE 20, CHAPTER 2. THE CERTIFICATE SHALL STATE THE MANUFACTURER'S NAME AND MATERIAL IDENTIFICATION, THE INSTALLED A-VALUE, AND WEIGHT PER SQUARE FOOT.: [1180, 627, 1468, 707]
- note-paragraph: 40. GENERAL CONDITIONS OF THE CONTRACT FOR CONSTRUCTION WILL BE THOSE AGREED UPON BY AND BETWEEN THE OWNER AND THE CONTRACTOR. HOWEVER, FOR THE PURPOSE OF COMPLYING THESE SPECIFICATIONS, IT HAS BEEN ASSUMED THAT THE GENERAL CONDITIONS WILL BE THOSE CONTAINED IN THE AIA DOCUMENT A201, A COPY OF WHICH IS ON FILE AT THE OFFICE OF THE ARCHITECT.: [1180, 293, 1466, 352]
- note-paragraph: B. SUBCONTRACTORS SHALL THOROUGHLY INSPECT ADJACENT WORK THAT MAY IMPACT INSTALLATION OF THEIR TRADE AND NOTIFY GENERAL CONTRACTOR, IN WRITING, OF ANY IRREGULARITIES. COMMENCING WORK CONSTITUTES ACCEPTANCE OF CONDITIONS AND THEREFORE RESPONSIBILITY FOR AND RECTIFICATION OF ANY RESULTING, UNSATISFACTORY WORK.: [884, 223, 1169, 282]
- revision-cell: [1956, 990, 2066, 1001]
- note-paragraph: 12. IN PREPARING A BID, THE CONTRACTOR SHALL HAVE VISITED THE SITE , CAREFULLY EXAMINED THE DRAWINGS AND THE METHODS OF REMOVAL AND STORAGE OF MATERIALS, THE SEQUENCING OF OPERATION, AND THE PROBLEMS ATTENDANT THERETO. NO ALLOWANCE WILL BE MADE TO THE CONTRACTOR FOR ANY ERROR THROUGH NEGLIGENCE IN OBSERVING THE SITE CONDITION.: [292, 874, 579, 934]
- general-notes-area: [292, 99, 1894, 1484]
- note-paragraph: 61. SET AND SECURE ALL CABINETRY, PLUMB AND SQUARE, COUNTER SINK ALL FASTENERS, COUNTERTOPS TO BE GLUED AND SCREWED SECURELY IN PLACE, ADJUST ALL DOORS.: [1475, 399, 1765, 428]
- revision-cell: [1918, 899, 1956, 910]
- revision-row: [1918, 705, 2130, 716]
- note-paragraph: 58. ALL FINISH GRADES AND FLATWORK SHALL SLOPE AWAY FROM THE BUILDING.: [1475, 262, 1750, 281]
- revision-cell: [1918, 887, 1956, 899]
- notes-column-3: [884, 106, 1174, 1119]
- revision-cell: [1918, 1058, 1956, 1070]
- date-row: [1917, 1291, 2130, 1305]
- note-paragraph: 44. THE CONTRACTOR SHALL PROVIDE THE OWNER A LIST OF THE HEATING, COOLING, WATER HEATING, AND WARRANTIES MANUAL AND LIGHTING SYSTEMS AND CONSERVATION OR SOLAR DEVICES INSTALLED IN THE BUILDING AND INSTRUCTIONS ON HOW TO USE THEM EFFICIENTLY.: [1180, 568, 1467, 618]
- note-paragraph: 19. THE CONTRACTOR IS TO VENT EACH AREA FROM FUMES, DUST, ETC. DO NOT USE A/C SYSTEM AND OR FURNACES FAN SYSTEM DURING CONSTRUCTION. COVER ALL VENTS AND REGISTERS TO PROTECT FROM DEBRIS. CAP ALL LINES TO ELIMINATE ALL GASES FROM ENTERING THE WORKSPACE AND LIVING SPACE. FORCE FLUSH AND VACUUM HVAC SYSTEM UPON PROJECT COMPLETION, PRIOR TO THE RESTART OF THE SYSTEM.: [587, 243, 873, 312]
- owner-label: OWNER: [1923, 605, 1949, 612]
- note-paragraph: E. ALL WORK WHICH, IN THE OPINION OF THE GENERAL CONTRACTOR, FAILS TO MEET THE STANDARD AS HEREIN DESCRIBED, SHALL BE REPLACED BY THE SUBCONTRACTOR AT THE SUBCONTRACTOR'S SOLE EXPENSE INCLUDING THE WORK OF OTHERS DAMAGED BY INITIAL FAILURE OR CORRECTIVE REPAIRS. THE INABILITY OF THE GENERAL CONTRACTOR, OR HIS/HER REPRESENTATIVE, TO NOTICE OMITTED OR FAULTY MATERIALS OR WORKMANSHIP DURING CONSTRUCTION SHALL NOT CONSTITUTE A RELEASE FROM THESE REQUIREMENTS OF SUBCONTRACTOR. IF WORK IS CONSIDERED TO BE SUBSTANDARD, THE WORK SHALL BE TESTED AS IS STANDARD TO THAT INDUSTRY. IF THE WORK FAILS TO MEET THE TESTING STANDARDS THE SUBCONTRACTOR SHALL PAY FOR THE TESTING AND REPLACEMENT OF THE WORK IF THE WORK PASSES THE TEST THE OWNER PAYS FOR THE TEST AND REPAIR OF SAID WORK.: [884, 449, 1176, 589]
- project-number-row: [1917, 1278, 2130, 1291]
- architect-logo-text: HOHO: [1940, 122, 2282, 238]
- title-block: [1907, 92, 2282, 1499]
- revisions-header-description: Description: [1956, 689, 2066, 705]
- revision-row: [1918, 784, 2130, 796]
- revision-cell: [1956, 705, 2066, 716]
- revision-cell: [2066, 705, 2130, 716]
- revision-cell: [2066, 1001, 2130, 1013]
- consultant-phone: T: 213-694-3800: [1923, 447, 1968, 454]
- revision-row: [1918, 967, 2130, 978]
- note-paragraph: 15. THE CONTRACTOR SHALL COORDINATE ARCHITECTURAL, MECHANICAL, PLUMBING AND ELECTRICAL WORK FOR SIZE AND LOCATION OF WALL, FLOOR AND ROOF OPENINGS, WALL OFFSETS, PROVISIONS FOR PRESENT AND FUTURE EQUIPMENT, ATTACHMENT AND MOUNTING OF FIXTURES, INSERTS OR OTHER OPENINGS, AND OTHER DETAILS. SHOULD A COORDINATION ERROR OR OMISSION BE IDENTIFIED, THE CONTRACTOR SHALL NOTIFY THE ARCHITECT IN WRITING PRIOR TO PROCEEDING WITH CONSTRUCTION. THE ARCHITECT WILL ISSUE INSTRUCTIONS AS TO PROCEDURE.: [292, 1041, 575, 1130]
- revision-cell: [1956, 750, 2066, 762]
- drawn-by-row: [1917, 1305, 2130, 1319]
- revision-cell: [1956, 967, 2066, 978]
- revision-row: [1918, 864, 2130, 876]
- note-paragraph: 35. CLEAN UP - THE CONTRACTOR SHALL CLEAN AND REMOVE FROM THE SITE ANY DEBRIS AND UNUSED MATERIALS. UNUSED MATERIALS, EQUIPMENT, SCAFFOLDING AND DEBRIS SHALL BE REMOVED FROM THE SITE AT COMPLETION. FINAL CLEANING SHALL INCLUDE, REMOVAL OF ALL GREASE, DUST, STAINS, LABELS, FINGERPRINTS, PAINT SPOTS FROM SITE AND EXPOSED INTERIOR AND EXTERIOR FINISH SURFACES; POLISH SURFACES SO DESIGNATED TO SHINE FINISH, AND REPAIR, PATCH OR TOUCH UP OR REPLACE MARRED SURFACES TO SPECIFIED FINISH, OR TO MATCH ADJACENT SURFACE.: [884, 972, 1175, 1061]
- scale-row: [1917, 1333, 2130, 1346]
